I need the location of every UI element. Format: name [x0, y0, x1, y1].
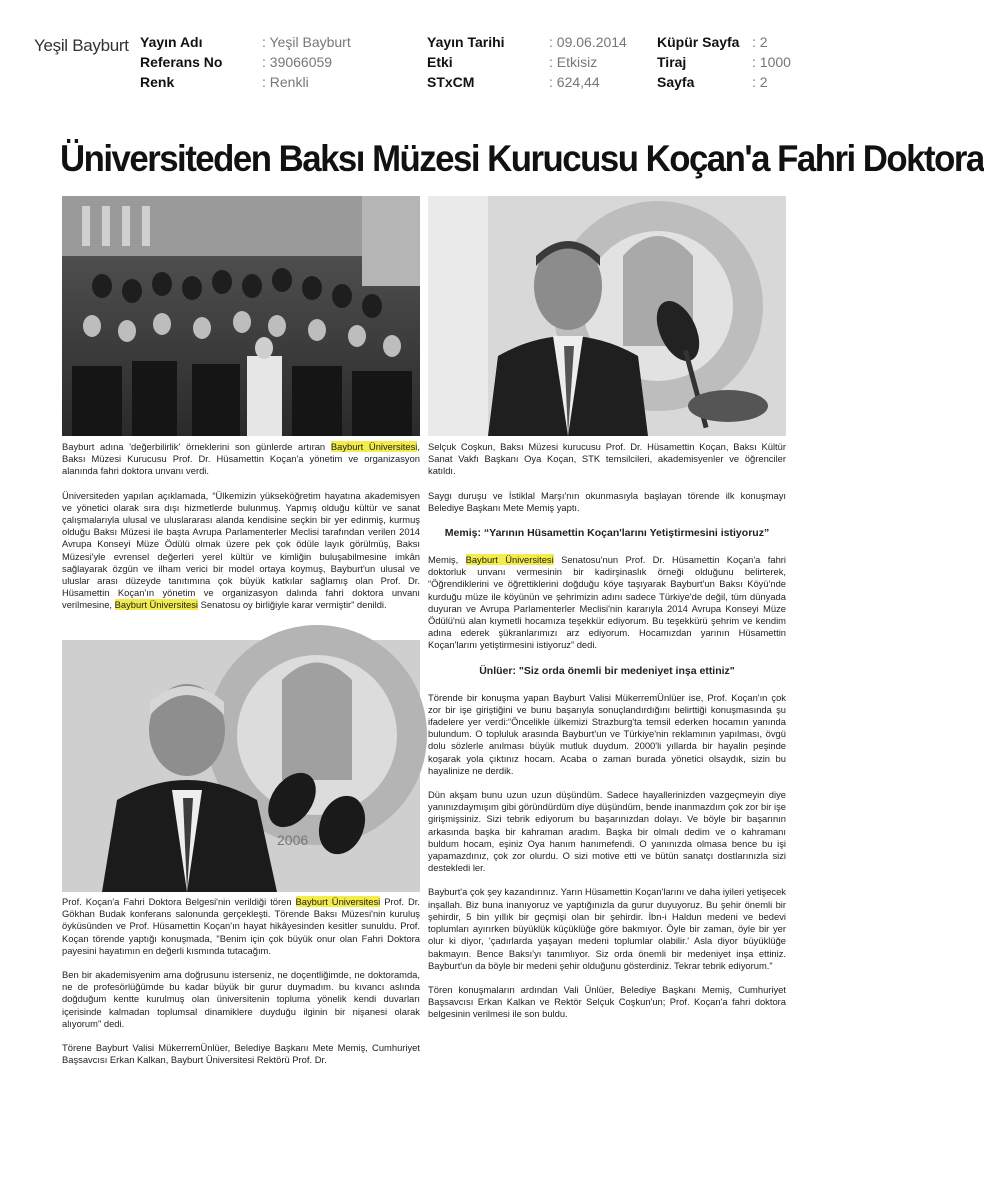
article-headline: Üniversiteden Baksı Müzesi Kurucusu Koçan'a Fahri Doktora: [60, 138, 984, 179]
speaker-photo: [428, 196, 786, 436]
paragraph: Tören konuşmaların ardından Vali Ünlüer, Belediye Başkanı Memiş, Cumhuriyet Başsavcısı Erkan Kalkan ve Rektör Selçuk Coşkun'un; Prof. Koçan'a fahri doktora belgesinin verilmesi ile son buldu.: [428, 983, 786, 1020]
meta-label: Referans No: [140, 54, 223, 70]
meta-label: Yayın Tarihi: [427, 34, 505, 50]
paragraph: Dün akşam bunu uzun uzun düşündüm. Sadece hayallerinizden vazgeçmeyin diye yanınızdaymışım gibi göründürdüm diye düşündüm, bende inanmazdım çok zor bir işe girişmişsiniz. Sizi tebrik ediyorum bu başarınızdan dolayı. Ve böyle bir başarının arkasında başka bir kahraman aradım. Başka bir olmalı dedim ve o kahramanı buldum hocam, eşiniz Oya hanım hanımefendi. O yanınızda olmasa bence bu işi yapamazdınız, çok zor olurdu. O sizi motive etti ve bütün sanatçı dostlarınızla sizi destekledi ler.: [428, 789, 786, 874]
text: , Baksı Müzesi Kurucusu Prof. Dr. Hüsamettin Koçan'a yönetim ve organizasyon alanında fahri doktora unvanı verdi.: [62, 441, 420, 477]
text: Prof. Dr. Gökhan Budak konferans salonunda gerçekleşti. Törende Baksı Müzesi'nin kuruluş öyküsünden ve Prof. Hüsamettin Koçan'ın hayat hikâyesinden kesitler sunuldu. Prof. Koçan törende yaptığı konuşmada, "Benim için çok büyük onur olan Fahri Doktora payesini hayatımın en değerli kısmında tutacağım.: [62, 896, 420, 956]
meta-label: Renk: [140, 74, 175, 90]
meta-value: : 2: [752, 74, 768, 90]
meta-column-1: [140, 32, 422, 92]
meta-label: Sayfa: [657, 74, 695, 90]
paragraph: Selçuk Coşkun, Baksı Müzesi kurucusu Prof. Dr. Hüsamettin Koçan, Baksı Kültür Sanat Vakfı Başkanı Oya Koçan, STK temsilcileri, akademisyenler ve öğrenciler katıldı.: [428, 441, 786, 477]
meta-value: : 09.06.2014: [549, 34, 627, 50]
paragraph: Ben bir akademisyenim ama doğrusunu isterseniz, ne doçentliğimde, ne doktoramda, ne de profesörlüğümde bu kadar büyük bir gurur duymadım. bu kıvancı aslında doğduğum kentte kurulmuş olan üniversitenin topluma yönelik kendi duvarları içerisinde kalmadan toplumsal dinamiklere duyduğu ilginin bir nişanesi olarak alıyorum" dedi.: [62, 969, 420, 1029]
meta-value: : 39066059: [262, 54, 333, 70]
meta-label: STxCM: [427, 74, 475, 90]
paragraph: [62, 490, 420, 612]
rector-photo-image: [62, 640, 420, 892]
meta-column-3: [657, 32, 812, 92]
audience-photo: [62, 196, 420, 436]
text: Memiş,: [428, 554, 466, 566]
highlight: Bayburt Üniversitesi: [295, 896, 381, 907]
meta-value: : Yeşil Bayburt: [262, 34, 351, 50]
meta-label: Etki: [427, 54, 453, 70]
meta-value: : 1000: [752, 54, 791, 70]
paragraph: Bayburt'a çok şey kazandırınız. Yarın Hüsamettin Koçan'larını ve daha iyileri yetişecek inşallah. Biz buna inanıyoruz ve yaptığınızla da gurur duyuyoruz. Bu şehir önemli bir şehirdir, 5 bin yıllık bir geçmişi olan bir şehirdir. İbn-i Haldun medeni ve bedevi toplumları ayırırken büyüklük küçüklüğe göre bakmıyor. Öyle bir zaman, öyle bir yer olur ki diyor, 'çadırlarda yaşayan medeni toplumlar olabilir.' Asla diyor büyüklüğe bakmayın. Bence Baksı'yı tanımlıyor. Siz orda önemli bir medeniyet inşa ettiniz. Bayburt'un da böyle bir medeni şehir olduğunu gösterdiniz. Tekrar tebrik ediyorum.”: [428, 886, 786, 971]
subheading-unluer: Ünlüer: "Siz orda önemli bir medeniyet inşa ettiniz": [479, 664, 735, 677]
paragraph: [62, 441, 420, 478]
meta-label: Küpür Sayfa: [657, 34, 740, 50]
meta-value: : Etkisiz: [549, 54, 598, 70]
highlight: Bayburt Üniversitesi: [330, 441, 418, 452]
meta-value: : 2: [752, 34, 768, 50]
meta-column-2: [427, 32, 654, 92]
meta-value: : Renkli: [262, 74, 309, 90]
highlight: Bayburt Üniversitesi: [465, 554, 554, 566]
text: Üniversiteden yapılan açıklamada, “Ülkemizin yükseköğretim hayatına akademisyen ve yönetici olarak sıra dışı hizmetlerde bulunmuş. Yapmış olduğu kültür ve sanat çalışmalarıyla ulusal ve uluslararası alanda kendisine seçkin bir yer edinmiş, kurmuş olduğu Baksı Müzesi ile başta Avrupa Parlamenterler Meclisi tarafından verilen 2014 Avrupa Konseyi Müze Ödülü olmak üzere pek çok ödüle layık görülmüş, Baksı Müzesi'yle evrensel değerleri yerel kültür ve kimliğin buluşabilmesine imkân sağlayarak özgün ve ilham verici bir model ortaya koymuş, Bayburt'un ulusal ve uluslar arası düzeyde tanıtımına çok büyük katkılar sağlamış olan Prof. Dr. Hüsamettin Koçan'ın yönetim ve organizasyon dalında fahri doktora unvanı verilmesine,: [62, 489, 420, 611]
subheading-memis: Memiş: “Yarının Hüsamettin Koçan'larını Yetiştirmesini istiyoruz”: [444, 527, 770, 540]
left-column-bottom: [62, 896, 420, 1078]
svg-text:2006: 2006: [277, 832, 309, 848]
text: Prof. Koçan'a Fahri Doktora Belgesi'nin verildiği tören: [62, 896, 296, 907]
rector-photo: [62, 640, 420, 892]
meta-value: : 624,44: [549, 74, 600, 90]
right-column: [428, 441, 786, 1033]
speaker-photo-image: [428, 196, 786, 436]
publication-logo: Yeşil Bayburt: [34, 36, 129, 55]
meta-label: Yayın Adı: [140, 34, 203, 50]
meta-label: Tiraj: [657, 54, 687, 70]
paragraph: [62, 896, 420, 957]
audience-photo-image: [62, 196, 420, 436]
paragraph: Saygı duruşu ve İstiklal Marşı'nın okunmasıyla başlayan törende ilk konuşmayı Belediye Başkanı Mete Memiş yaptı.: [428, 489, 786, 513]
text: Senatosu oy birliğiyle karar vermiştir” denildi.: [198, 599, 387, 611]
left-column-top: [62, 441, 420, 624]
text: Bayburt adına 'değerbilirlik' örneklerini son günlerde artıran: [62, 441, 331, 452]
text: Senatosu'nun Prof. Dr. Hüsamettin Koçan'a fahri doktorluk unvanı vermesinin bir kadirşinaslık örneği olduğunu belirterek, “Öğrendiklerini ve öğrettiklerini doğduğu köye taşıyarak Bayburt'un Baksı Köyü'nde kurduğu müze ile köyünün ve şehrimizin adını sadece Türkiye'de değil, tüm dünyada duyuran ve Avrupa Parlamenterler Meclisi'nin kararıyla 2014 Avrupa Konseyi Müze Ödülü'nü alan kıymetli hocamıza teşekkür ediyorum. Bu teşekkürü şehrim ve kendim adına ederek şükranlarımızı arz ediyorum. Hocamızdan yarının Hüsamettin Koçan'larını yetiştirmesini istiyoruz” dedi.: [428, 554, 786, 651]
paragraph: [428, 554, 786, 652]
highlight: Bayburt Üniversitesi: [114, 599, 198, 611]
paragraph: Törene Bayburt Valisi MükerremÜnlüer, Belediye Başkanı Mete Memiş, Cumhuriyet Başsavcısı Erkan Kalkan, Bayburt Üniversitesi Rektörü Prof. Dr.: [62, 1042, 420, 1066]
paragraph: Törende bir konuşma yapan Bayburt Valisi MükerremÜnlüer ise, Prof. Koçan'ın çok zor bir işe giriştiğini ve bunu başarıyla sonuçlandırdığını belirttiği konuşmasında şu ifadelere yer verdi:“Öncelikle ülkemizi Strazburg'ta temsil ederken hocamın yanında bulundum. O topluluk arasında Bayburt'un ve Türkiye'nin reklamının yapılması, övgü dolu sözlerle anılması büyük mutluk duydum. 2000'li yıllarda bir hayalin peşinde koşarak yola çıktınız hocam. Acaba o zaman burada yönetici olsaydık, sizin bu hayalinize ne derdik.: [428, 691, 786, 776]
